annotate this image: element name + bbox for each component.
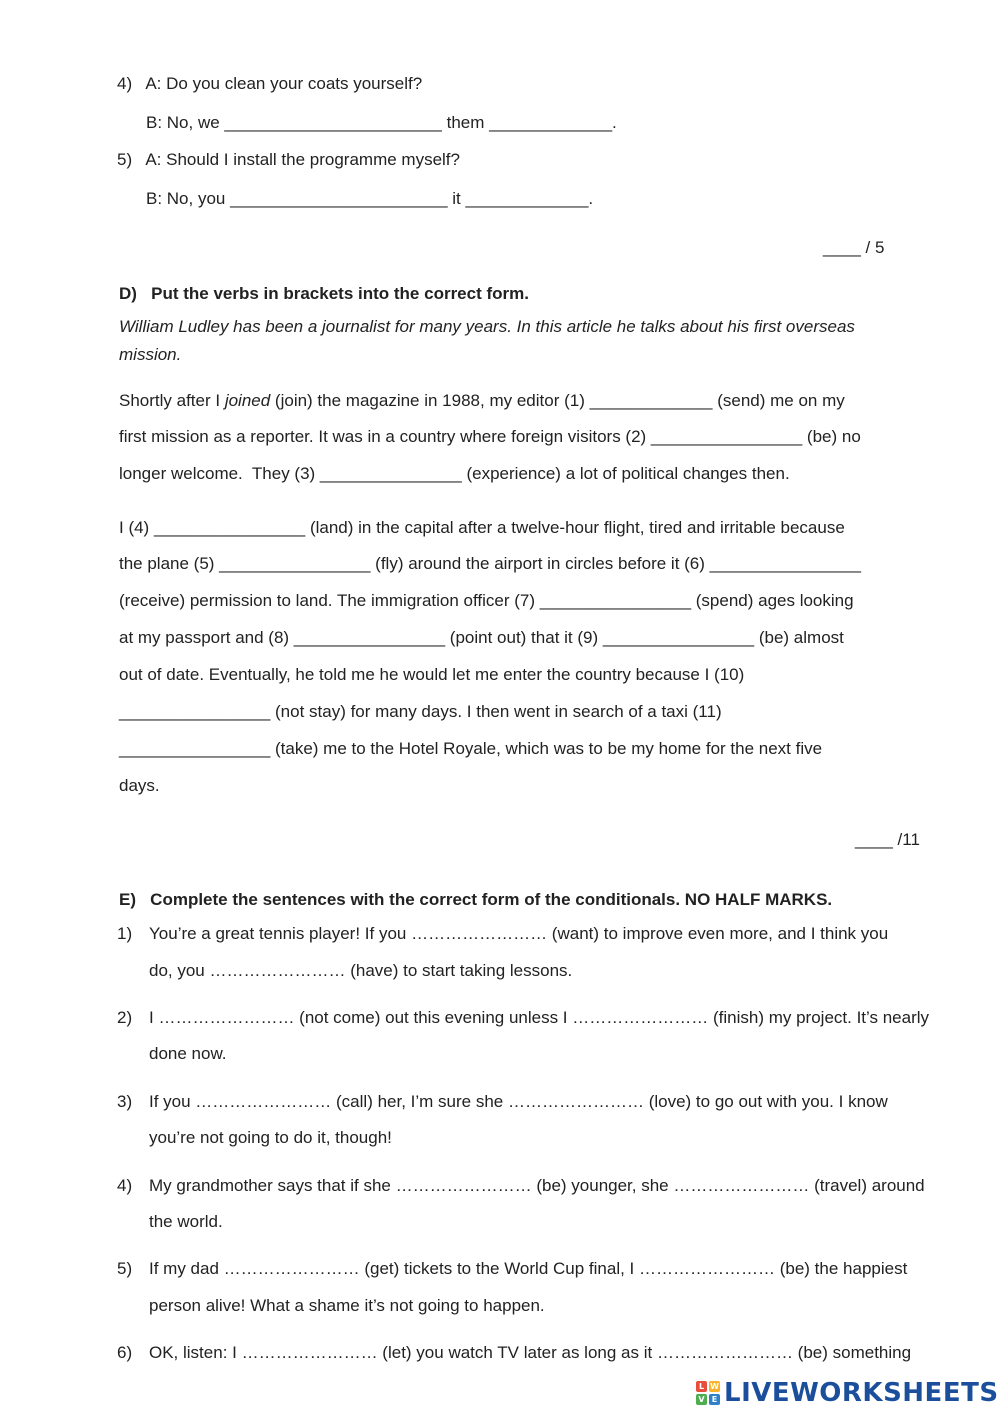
logo-tile: W bbox=[710, 1382, 719, 1391]
question-5-a: 5) A: Should I install the programme myself? bbox=[117, 150, 460, 169]
liveworksheets-logo bbox=[696, 1376, 999, 1410]
section-e-heading: E) Complete the sentences with the correct form of the conditionals. NO HALF MARKS. bbox=[119, 890, 833, 909]
logo-tile: E bbox=[709, 1394, 720, 1405]
section-d-intro-line: William Ludley has been a journalist for many years. In this article he talks about his first overseas bbox=[119, 317, 855, 336]
section-d-p2-line: I (4) ________________ (land) in the capital after a twelve-hour flight, tired and irritable because bbox=[119, 518, 845, 537]
item-number: 6) bbox=[117, 1343, 133, 1362]
section-d-p2-line: out of date. Eventually, he told me he would let me enter the country because I (10) bbox=[119, 665, 745, 684]
item-line: person alive! What a shame it’s not going to happen. bbox=[149, 1296, 545, 1315]
item-number: 3) bbox=[117, 1092, 133, 1111]
section-d-p2-line: the plane (5) ________________ (fly) around the airport in circles before it (6) ________________ bbox=[119, 554, 861, 573]
item-number: 2) bbox=[117, 1008, 133, 1027]
item-line: you’re not going to do it, though! bbox=[149, 1128, 392, 1147]
item-line: If my dad …………………… (get) tickets to the World Cup final, I …………………… (be) the happiest bbox=[149, 1259, 908, 1278]
item-number: 5) bbox=[117, 1259, 133, 1278]
item-line: You’re a great tennis player! If you …………………… (want) to improve even more, and I think you bbox=[149, 924, 889, 943]
example-answer: joined bbox=[224, 391, 271, 410]
section-d-score: ____ /11 bbox=[855, 830, 920, 849]
item-line: done now. bbox=[149, 1044, 227, 1063]
question-4-b: B: No, we _______________________ them _____________. bbox=[146, 113, 617, 132]
section-d-p1-line bbox=[119, 390, 845, 412]
item-line: the world. bbox=[149, 1212, 223, 1231]
item-line: My grandmother says that if she …………………… (be) younger, she …………………… (travel) around bbox=[149, 1176, 925, 1195]
section-d-p2-line: ________________ (take) me to the Hotel Royale, which was to be my home for the next five bbox=[119, 739, 823, 758]
section-d-p2-line: at my passport and (8) ________________ (point out) that it (9) ________________ (be) almost bbox=[119, 628, 844, 647]
section-d-p2-line: ________________ (not stay) for many days. I then went in search of a taxi (11) bbox=[119, 702, 722, 721]
section-d-p1-line: longer welcome. They (3) _______________ (experience) a lot of political changes then. bbox=[119, 464, 790, 483]
section-d-p2-line: days. bbox=[119, 776, 160, 795]
item-line: If you …………………… (call) her, I’m sure she …………………… (love) to go out with you. I know bbox=[149, 1092, 888, 1111]
text-run: Shortly after I bbox=[119, 391, 225, 410]
logo-tiles-icon bbox=[696, 1381, 720, 1405]
question-5-b: B: No, you _______________________ it _____________. bbox=[146, 189, 594, 208]
item-line: I …………………… (not come) out this evening unless I …………………… (finish) my project. It’s nearly bbox=[149, 1008, 930, 1027]
item-number: 4) bbox=[117, 1176, 133, 1195]
text-run: (join) the magazine in 1988, my editor (1) _____________ (send) me on my bbox=[270, 391, 845, 410]
section-c-score: ____ / 5 bbox=[823, 238, 885, 257]
section-d-p2-line: (receive) permission to land. The immigration officer (7) ________________ (spend) ages looking bbox=[119, 591, 854, 610]
logo-brand-text: LIVEWORKSHEETS bbox=[724, 1378, 999, 1408]
item-line: do, you …………………… (have) to start taking lessons. bbox=[149, 961, 573, 980]
logo-tile: V bbox=[696, 1394, 707, 1405]
section-d-intro-line: mission. bbox=[119, 345, 182, 364]
item-line: OK, listen: I …………………… (let) you watch TV later as long as it …………………… (be) something bbox=[149, 1343, 912, 1362]
section-d-heading: D) Put the verbs in brackets into the correct form. bbox=[119, 284, 529, 303]
section-d-p1-line: first mission as a reporter. It was in a country where foreign visitors (2) ________________ (be) no bbox=[119, 427, 861, 446]
item-number: 1) bbox=[117, 924, 133, 943]
question-4-a: 4) A: Do you clean your coats yourself? bbox=[117, 74, 423, 93]
logo-tile: L bbox=[696, 1381, 707, 1392]
